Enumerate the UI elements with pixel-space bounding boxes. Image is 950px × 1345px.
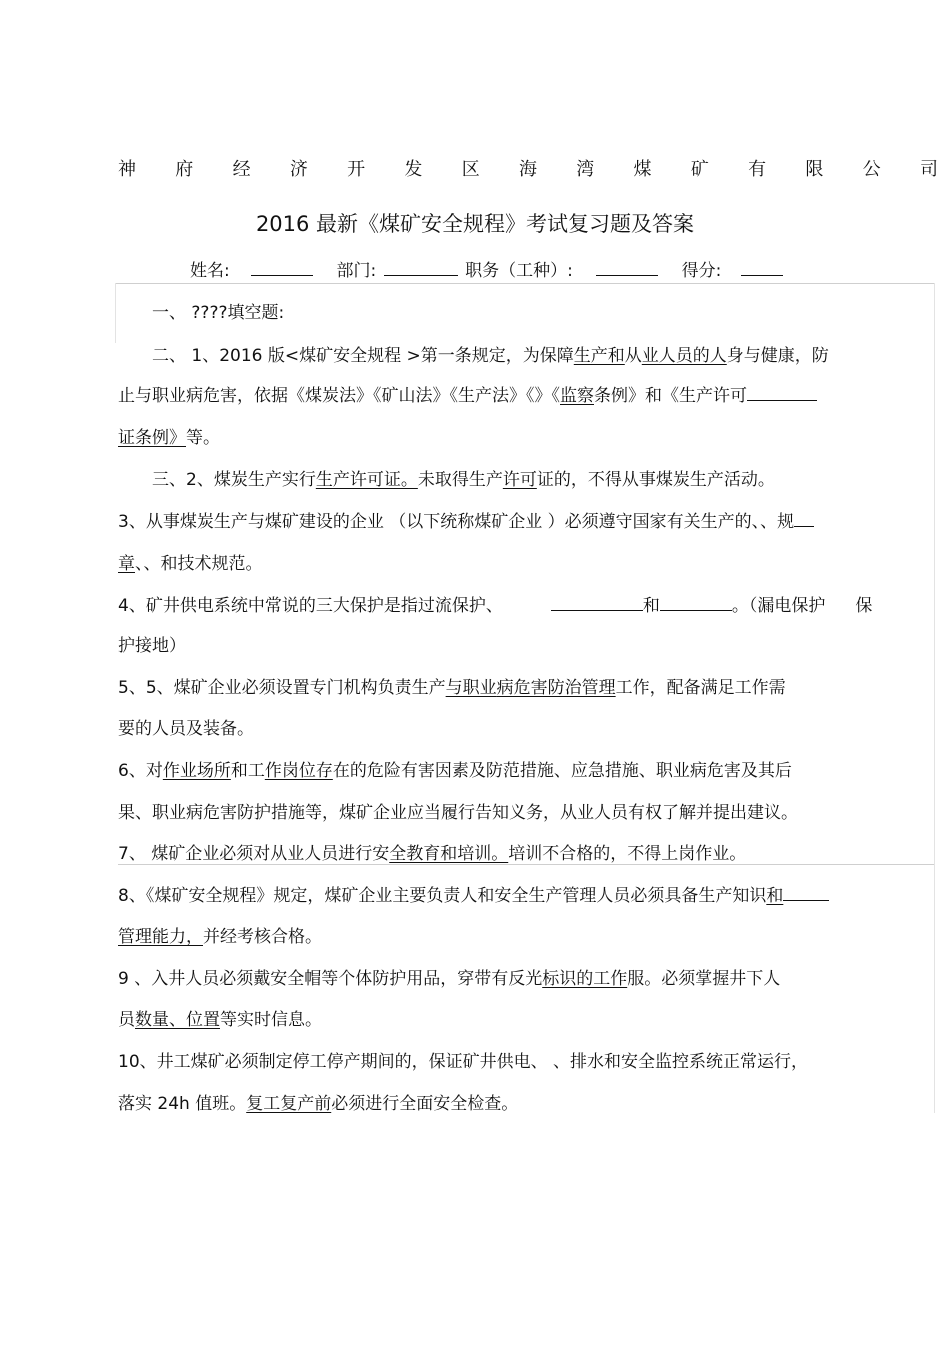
frame-right (934, 283, 935, 1113)
q6-line2: 果、职业病危害防护措施等，煤矿企业应当履行告知义务，从业人员有权了解并提出建议。 (118, 803, 798, 823)
name-blank[interactable] (251, 261, 313, 276)
q5-line2: 要的人员及装备。 (118, 719, 254, 739)
q2-line1: 三、2、煤炭生产实行生产许可证。未取得生产许可证的，不得从事煤炭生产活动。 (152, 470, 775, 490)
q9-line1: 9 、入井人员必须戴安全帽等个体防护用品，穿带有反光标识的工作服。必须掌握井下人 (118, 969, 781, 989)
q8-line2: 管理能力，并经考核合格。 (118, 927, 322, 947)
company-name: 神 府 经 济 开 发 区 海 湾 煤 矿 有 限 公 司 (118, 159, 938, 180)
job-blank[interactable] (596, 261, 658, 276)
q1-line1: 二、 1、2016 版<煤矿安全规程 >第一条规定，为保障生产和从业人员的人身与健康，防 (152, 346, 829, 366)
q6-line1: 6、对作业场所和工作岗位存在的危险有害因素及防范措施、应急措施、职业病危害及其后 (118, 761, 792, 781)
q4-line2: 护接地） (118, 636, 186, 656)
q1-line3: 证条例》等。 (118, 428, 220, 448)
q10-line2: 落实 24h 值班。复工复产前必须进行全面安全检查。 (118, 1094, 519, 1114)
dept-blank[interactable] (384, 261, 458, 276)
q8-line1: 8、《煤矿安全规程》规定，煤矿企业主要负责人和安全生产管理人员必须具备生产知识和 (118, 881, 829, 906)
divider (115, 283, 935, 284)
name-label: 姓名: (190, 261, 230, 281)
q5-line1: 5、5、煤矿企业必须设置专门机构负责生产与职业病危害防治管理工作，配备满足工作需 (118, 678, 786, 698)
q7-line1: 7、 煤矿企业必须对从业人员进行安全教育和培训。培训不合格的，不得上岗作业。 (118, 844, 747, 864)
q10-line1: 10、井工煤矿必须制定停工停产期间的，保证矿井供电、 、排水和安全监控系统正常运行， (118, 1052, 809, 1072)
job-label: 职务（工种）: (465, 261, 573, 281)
q9-line2: 员数量、位置等实时信息。 (118, 1010, 322, 1030)
q3-line1: 3、从事煤炭生产与煤矿建设的企业 （以下统称煤矿企业 ）必须遵守国家有关生产的、、规 (118, 507, 814, 532)
frame-left (115, 283, 116, 343)
document-title: 2016 最新《煤矿安全规程》考试复习题及答案 (255, 212, 695, 236)
q1-line2: 止与职业病危害，依据《煤炭法》《矿山法》《生产法》《》《监察条例》和《生产许可 (118, 381, 817, 406)
dept-label: 部门: (336, 261, 377, 281)
score-blank[interactable] (741, 261, 783, 276)
q4-line1: 4、矿井供电系统中常说的三大保护是指过流保护、 和 。（漏电保护 保 (118, 596, 873, 616)
score-label: 得分: (681, 261, 722, 281)
q3-line2: 章、、和技术规范。 (118, 554, 263, 574)
section-heading: 一、 ????填空题: (152, 303, 285, 323)
info-row (190, 256, 783, 281)
divider (118, 864, 934, 865)
